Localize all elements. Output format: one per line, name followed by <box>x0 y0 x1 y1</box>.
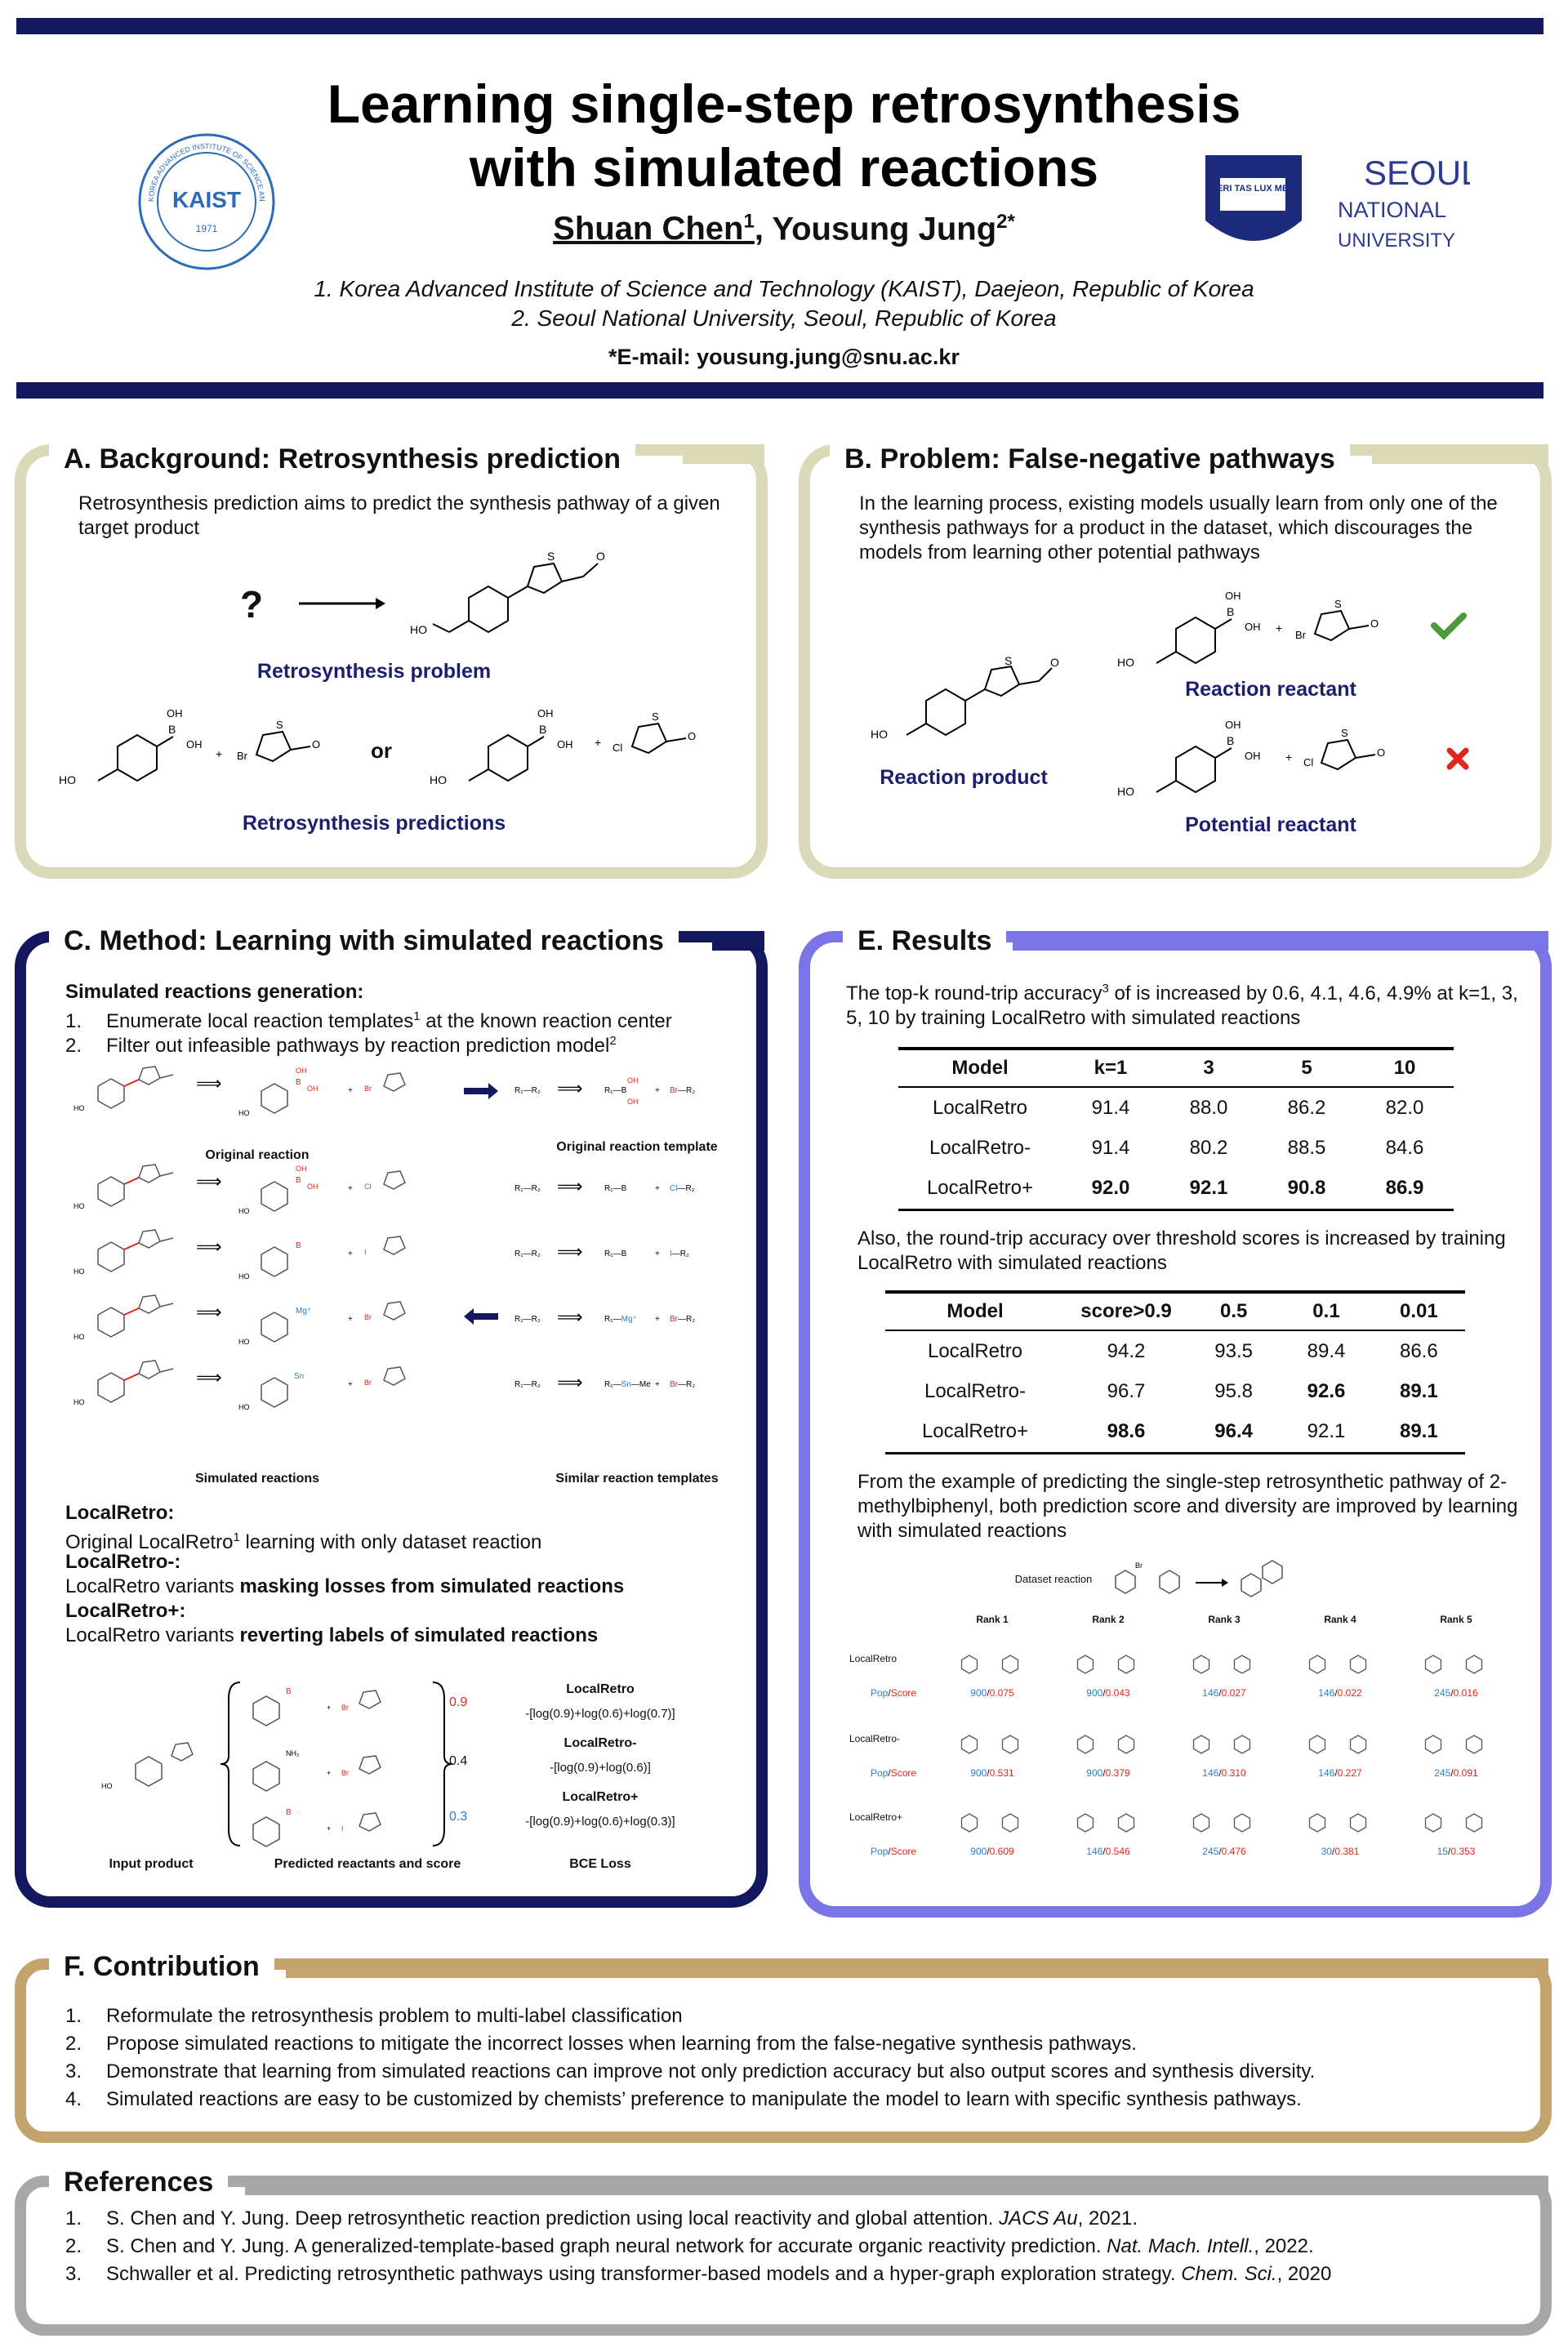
table-row: LocalRetro+ 92.0 92.1 90.8 86.9 <box>898 1169 1454 1209</box>
svg-text:HO: HO <box>410 623 427 636</box>
caption-original-reaction: Original reaction <box>205 1148 310 1162</box>
table-row: LocalRetro 91.4 88.0 86.2 82.0 <box>932 1096 1424 1119</box>
svg-text:UNIVERSITY: UNIVERSITY <box>1338 229 1456 252</box>
svg-text:⟹: ⟹ <box>557 1176 583 1196</box>
svg-text:OH: OH <box>307 1183 318 1191</box>
svg-text:I: I <box>364 1248 367 1256</box>
pop-score-value: 900/0.531 <box>970 1767 1014 1779</box>
svg-text:OH: OH <box>186 738 203 751</box>
svg-text:1971: 1971 <box>195 223 218 234</box>
svg-text:OH: OH <box>296 1165 307 1173</box>
svg-text:Cl: Cl <box>364 1183 372 1191</box>
candidate-reactants-structure <box>1067 1726 1149 1759</box>
svg-text:OH: OH <box>557 738 573 751</box>
affiliation-1: 1. Korea Advanced Institute of Science and Technology (KAIST), Daejeon, Republic of Korea <box>314 276 1254 301</box>
svg-text:I—R₂: I—R₂ <box>670 1250 689 1258</box>
svg-text:+: + <box>655 1086 660 1095</box>
svg-text:O: O <box>1370 617 1379 630</box>
svg-text:Br—R₂: Br—R₂ <box>670 1315 696 1324</box>
pop-score-value: 245/0.476 <box>1202 1846 1246 1857</box>
svg-text:KAIST: KAIST <box>172 187 241 212</box>
potential-reactant-structures <box>1111 717 1405 807</box>
threshold-accuracy-table <box>885 1290 1465 1454</box>
header-bottom-bar <box>16 382 1544 399</box>
pop-score-value: 146/0.310 <box>1202 1767 1246 1779</box>
caption-similar-templates: Similar reaction templates <box>555 1472 719 1486</box>
poster-title <box>245 72 1323 199</box>
svg-text:OH: OH <box>1245 621 1261 633</box>
svg-text:Br: Br <box>237 750 247 762</box>
panel-r-tab <box>245 2176 1548 2195</box>
panel-e-tab <box>1013 931 1548 951</box>
svg-text:Br: Br <box>1135 1561 1143 1570</box>
pop-score-label: Pop/Score <box>871 1846 917 1857</box>
pop-score-value: 245/0.091 <box>1434 1767 1478 1779</box>
svg-text:OH: OH <box>1225 719 1241 731</box>
loss-localretro-label: LocalRetro <box>566 1682 635 1696</box>
svg-text:R₁—R₂: R₁—R₂ <box>514 1086 541 1095</box>
localretro-plus-title: LocalRetro+: <box>65 1600 186 1622</box>
svg-text:SEOUL: SEOUL <box>1364 154 1470 192</box>
loss-localretro-plus-label: LocalRetro+ <box>562 1790 639 1804</box>
pop-score-value: 15/0.353 <box>1437 1846 1476 1857</box>
question-mark: ? <box>240 583 264 626</box>
svg-text:Br: Br <box>364 1379 372 1387</box>
svg-text:+: + <box>655 1250 660 1258</box>
list-item: 3. Demonstrate that learning from simulated reactions can improve not only prediction accuracy but also output scores and synthesis diversity. <box>65 2060 1316 2082</box>
svg-text:⟹: ⟹ <box>557 1307 583 1327</box>
caption-reaction-product: Reaction product <box>880 766 1048 789</box>
svg-text:B: B <box>296 1241 301 1250</box>
loss-localretro-minus-eq: -[log(0.9)+log(0.6)] <box>550 1761 651 1775</box>
svg-text:B: B <box>296 1078 301 1087</box>
svg-text:S: S <box>276 719 283 731</box>
svg-text:OH: OH <box>1225 590 1241 602</box>
pop-score-value: 146/0.022 <box>1318 1687 1362 1699</box>
svg-text:⟹: ⟹ <box>557 1078 583 1098</box>
panel-b-text: In the learning process, existing models usually learn from only one of the synthesis pathways for a product in the dataset, which discourages the models from learning other potential pathways <box>859 492 1498 564</box>
svg-text:+: + <box>327 1704 332 1712</box>
pop-score-value: 146/0.027 <box>1202 1687 1246 1699</box>
svg-text:R₁—B: R₁—B <box>604 1184 627 1193</box>
pop-score-value: 30/0.381 <box>1321 1846 1360 1857</box>
cross-icon <box>1446 746 1470 771</box>
svg-text:OH: OH <box>296 1067 307 1075</box>
list-item: 2. S. Chen and Y. Jung. A generalized-template-based graph neural network for accurate organic reactivity prediction. Nat. Mach. Intell., 2022. <box>65 2235 1314 2257</box>
svg-text:Cl: Cl <box>1303 756 1314 768</box>
table-header-row: Model k=1 3 5 10 <box>898 1049 1454 1087</box>
svg-text:R₁—R₂: R₁—R₂ <box>514 1315 541 1324</box>
svg-text:HO: HO <box>101 1782 113 1790</box>
svg-text:I: I <box>341 1824 344 1833</box>
pop-score-label: Pop/Score <box>871 1687 917 1699</box>
pop-score-value: 245/0.016 <box>1434 1687 1478 1699</box>
reaction-reactant-structures <box>1111 588 1405 678</box>
sim-gen-title: Simulated reactions generation: <box>65 981 364 1003</box>
author-1: Shuan Chen$^1$ <box>553 211 755 247</box>
candidate-reactants-structure <box>1067 1646 1149 1679</box>
rank-header: Rank 4 <box>1324 1614 1356 1625</box>
list-item: 1. S. Chen and Y. Jung. Deep retrosynthetic reaction prediction using local reactivity and global attention. JACS Au, 2021. <box>65 2207 1138 2230</box>
svg-text:HO: HO <box>238 1109 250 1117</box>
model-label: LocalRetro+ <box>849 1811 903 1823</box>
check-icon <box>1431 611 1467 640</box>
svg-text:O: O <box>312 738 321 751</box>
panel-e-title: E. Results <box>843 923 1006 959</box>
rank-header: Rank 2 <box>1092 1614 1125 1625</box>
candidate-reactants-structure <box>951 1726 1033 1759</box>
caption-reaction-reactant: Reaction reactant <box>1185 678 1356 701</box>
dataset-reaction-structures <box>1111 1557 1307 1606</box>
panel-c-title: C. Method: Learning with simulated reactions <box>49 923 679 959</box>
svg-text:Br: Br <box>364 1313 372 1321</box>
retro-arrow-icon <box>297 591 387 616</box>
references-list <box>65 2205 1535 2288</box>
svg-text:O: O <box>688 730 697 742</box>
localretro-minus-text: LocalRetro variants masking losses from simulated reactions <box>65 1575 625 1597</box>
svg-text:+: + <box>1276 621 1283 635</box>
candidate-reactants-structure <box>1183 1646 1265 1679</box>
svg-text:+: + <box>655 1380 660 1389</box>
svg-text:S: S <box>547 550 555 563</box>
svg-text:Br: Br <box>341 1704 349 1712</box>
authors: Shuan Chen$^1$, Yousung Jung$^{2*}$ <box>553 211 1015 247</box>
pop-score-value: 900/0.379 <box>1086 1767 1130 1779</box>
top-banner-bar <box>16 18 1544 34</box>
pop-score-value: 900/0.075 <box>970 1687 1014 1699</box>
pop-score-value: 900/0.609 <box>970 1846 1014 1857</box>
rank-comparison-grid <box>849 1614 1535 1883</box>
results-text-1: The top-k round-trip accuracy$^3$ of is increased by 0.6, 4.1, 4.6, 4.9% at k=1, 3, 5, 10 by training LocalRetro with simulated reactions <box>846 982 1518 1029</box>
svg-text:OH: OH <box>537 707 554 719</box>
candidate-reactants-structure <box>1299 1726 1381 1759</box>
pop-score-value: 900/0.043 <box>1086 1687 1130 1699</box>
svg-text:OH: OH <box>627 1098 639 1106</box>
candidate-reactants-structure <box>1299 1646 1381 1679</box>
svg-text:Br: Br <box>364 1085 372 1093</box>
rank-header: Rank 5 <box>1440 1614 1472 1625</box>
model-label: LocalRetro- <box>849 1733 901 1744</box>
svg-text:R₁—R₂: R₁—R₂ <box>514 1184 541 1193</box>
pop-score-value: 146/0.227 <box>1318 1767 1362 1779</box>
svg-text:R₁—R₂: R₁—R₂ <box>514 1250 541 1258</box>
panel-a-text: Retrosynthesis prediction aims to predict the synthesis pathway of a given target product <box>78 492 720 539</box>
svg-text:HO: HO <box>430 773 447 786</box>
prediction-2-structures <box>423 706 733 795</box>
svg-text:HO: HO <box>1117 785 1134 798</box>
simulated-reactions-scheme <box>65 1062 751 1503</box>
svg-text:HO: HO <box>74 1104 85 1112</box>
svg-text:R₁—Sn—Me: R₁—Sn—Me <box>604 1380 651 1389</box>
svg-text:Cl—R₂: Cl—R₂ <box>670 1184 695 1193</box>
svg-text:Mg⁺: Mg⁺ <box>296 1307 312 1316</box>
results-text-2: Also, the round-trip accuracy over threshold scores is increased by training LocalRetro with simulated reactions <box>858 1227 1506 1274</box>
or-label: or <box>371 738 392 763</box>
score-1: 0.9 <box>449 1695 468 1709</box>
svg-text:KOREA ADVANCED INSTITUTE OF SC: KOREA ADVANCED INSTITUTE OF SCIENCE AN <box>146 141 267 203</box>
svg-text:OH: OH <box>1245 750 1261 762</box>
candidate-reactants-structure <box>1067 1805 1149 1838</box>
candidate-reactants-structure <box>1183 1726 1265 1759</box>
panel-c-tab <box>712 931 764 951</box>
svg-text:R₁—B: R₁—B <box>604 1086 627 1095</box>
snu-logo <box>1200 147 1470 261</box>
svg-text:+: + <box>655 1184 660 1193</box>
list-item: 1. Reformulate the retrosynthesis problem to multi-label classification <box>65 2005 683 2027</box>
dataset-reaction-label: Dataset reaction <box>1014 1573 1093 1585</box>
svg-text:Sn: Sn <box>294 1372 305 1381</box>
svg-text:O: O <box>1377 746 1386 759</box>
caption-bce-loss: BCE Loss <box>569 1857 631 1871</box>
localretro-plus-text: LocalRetro variants reverting labels of simulated reactions <box>65 1624 599 1646</box>
svg-text:+: + <box>327 1824 332 1833</box>
localretro-minus-title: LocalRetro-: <box>65 1551 181 1573</box>
candidate-reactants-structure <box>1299 1805 1381 1838</box>
sim-gen-item-1: 1. Enumerate local reaction templates$^1$ at the known reaction center <box>65 1009 672 1032</box>
caption-predicted-reactants: Predicted reactants and score <box>274 1857 461 1871</box>
title-line-2: with simulated reactions <box>469 137 1099 198</box>
table-row: LocalRetro- 91.4 80.2 88.5 84.6 <box>929 1137 1424 1159</box>
svg-text:⟹: ⟹ <box>196 1073 222 1094</box>
caption-potential-reactant: Potential reactant <box>1185 813 1356 836</box>
candidate-reactants-structure <box>1415 1805 1497 1838</box>
caption-retro-problem: Retrosynthesis problem <box>256 660 492 683</box>
loss-localretro-plus-eq: -[log(0.9)+log(0.6)+log(0.3)] <box>525 1815 675 1829</box>
pop-score-value: 146/0.546 <box>1086 1846 1130 1857</box>
caption-input-product: Input product <box>109 1857 194 1871</box>
target-product-structure <box>403 541 616 655</box>
candidate-reactants-structure <box>1183 1805 1265 1838</box>
contact-email: *E-mail: yousung.jung@snu.ac.kr <box>608 345 960 369</box>
list-item: 4. Simulated reactions are easy to be customized by chemists’ preference to manipulate the model to learn with specific synthesis pathways. <box>65 2088 1302 2110</box>
svg-text:+: + <box>655 1315 660 1324</box>
svg-text:S: S <box>1004 655 1013 667</box>
panel-b-title: B. Problem: False-negative pathways <box>830 441 1350 477</box>
svg-text:B: B <box>286 1808 292 1817</box>
score-2: 0.4 <box>449 1754 468 1768</box>
svg-text:Br—R₂: Br—R₂ <box>670 1380 696 1389</box>
candidate-reactants-structure <box>951 1646 1033 1679</box>
rank-header: Rank 1 <box>976 1614 1009 1625</box>
svg-text:Cl: Cl <box>612 742 623 754</box>
svg-text:Br: Br <box>1295 629 1306 641</box>
table-row: LocalRetro 94.2 93.5 89.4 86.6 <box>927 1339 1438 1362</box>
candidate-reactants-structure <box>951 1805 1033 1838</box>
list-item: 3. Schwaller et al. Predicting retrosynthetic pathways using transformer-based models and a hyper-graph exploration strategy. Chem. Sci., 2020 <box>65 2263 1332 2285</box>
panel-a-tab <box>683 444 764 464</box>
caption-simulated-reactions: Simulated reactions <box>194 1472 320 1486</box>
title-line-1: Learning single-step retrosynthesis <box>327 74 1241 134</box>
author-2: Yousung Jung <box>772 211 997 247</box>
svg-text:R₁—R₂: R₁—R₂ <box>514 1380 541 1389</box>
loss-localretro-eq: -[log(0.9)+log(0.6)+log(0.7)] <box>525 1707 675 1721</box>
svg-text:+: + <box>595 736 602 749</box>
svg-text:+: + <box>327 1769 332 1777</box>
svg-text:HO: HO <box>871 728 888 741</box>
svg-text:S: S <box>652 710 659 723</box>
svg-text:R₁—B: R₁—B <box>604 1250 627 1258</box>
svg-text:S: S <box>1334 598 1342 610</box>
model-label: LocalRetro <box>849 1653 898 1664</box>
svg-text:B: B <box>168 723 176 736</box>
table-row: LocalRetro+ 98.6 96.4 92.1 89.1 <box>885 1412 1465 1453</box>
pop-score-label: Pop/Score <box>871 1767 917 1779</box>
panel-f-title: F. Contribution <box>49 1949 274 1984</box>
svg-text:B: B <box>286 1687 292 1696</box>
svg-text:B: B <box>1227 734 1235 747</box>
table-header-row: Model score>0.9 0.5 0.1 0.01 <box>885 1292 1465 1330</box>
svg-text:VERI TAS LUX MEA: VERI TAS LUX MEA <box>1210 184 1295 194</box>
svg-text:⟹: ⟹ <box>557 1372 583 1392</box>
svg-text:R₁—Mg⁺: R₁—Mg⁺ <box>604 1315 637 1324</box>
sim-gen-item-2: 2. Filter out infeasible pathways by reaction prediction model$^2$ <box>65 1034 617 1057</box>
svg-text:HO: HO <box>59 773 76 786</box>
svg-text:+: + <box>1285 751 1293 764</box>
list-item: 2. Propose simulated reactions to mitigate the incorrect losses when learning from the false-negative synthesis pathways. <box>65 2033 1137 2055</box>
svg-text:Br—R₂: Br—R₂ <box>670 1086 696 1095</box>
svg-text:OH: OH <box>307 1085 318 1093</box>
candidate-reactants-structure <box>1415 1646 1497 1679</box>
svg-text:OH: OH <box>167 707 183 719</box>
rank-header: Rank 3 <box>1208 1614 1241 1625</box>
svg-text:B: B <box>1227 605 1235 618</box>
affiliation-2: 2. Seoul National University, Seoul, Republic of Korea <box>511 305 1057 331</box>
svg-text:NH₂: NH₂ <box>286 1749 300 1757</box>
reaction-product-structure <box>869 655 1081 753</box>
svg-text:B: B <box>296 1176 301 1185</box>
loss-localretro-minus-label: LocalRetro- <box>564 1736 637 1750</box>
panel-r-title: References <box>49 2164 228 2200</box>
svg-text:S: S <box>1341 727 1348 739</box>
svg-text:HO: HO <box>1117 656 1134 669</box>
caption-retro-predictions: Retrosynthesis predictions <box>242 812 506 835</box>
svg-text:O: O <box>1050 656 1059 669</box>
svg-text:O: O <box>596 550 605 563</box>
svg-text:+: + <box>348 1086 353 1095</box>
localretro-text: Original LocalRetro$^1$ learning with only dataset reaction <box>65 1530 542 1553</box>
results-text-3: From the example of predicting the single-step retrosynthetic pathway of 2-methylbiphenyl, both prediction score and diversity are improved by learning with simulated reactions <box>858 1471 1518 1542</box>
panel-b-tab <box>1372 444 1548 464</box>
contribution-list <box>65 2002 1535 2114</box>
svg-text:+: + <box>216 747 223 760</box>
panel-f-tab <box>286 1958 1548 1978</box>
localretro-title: LocalRetro: <box>65 1502 175 1524</box>
score-3: 0.3 <box>449 1810 468 1824</box>
svg-text:NATIONAL: NATIONAL <box>1338 198 1447 222</box>
svg-text:OH: OH <box>627 1076 639 1085</box>
svg-text:B: B <box>539 723 547 736</box>
panel-a-title: A. Background: Retrosynthesis prediction <box>49 441 635 477</box>
table-row: LocalRetro- 96.7 95.8 92.6 89.1 <box>924 1380 1438 1402</box>
caption-original-template: Original reaction template <box>556 1140 718 1154</box>
topk-accuracy-table <box>898 1047 1454 1211</box>
svg-text:Br: Br <box>341 1769 349 1777</box>
candidate-reactants-structure <box>1415 1726 1497 1759</box>
prediction-1-structures <box>52 706 363 795</box>
svg-text:⟹: ⟹ <box>557 1241 583 1262</box>
